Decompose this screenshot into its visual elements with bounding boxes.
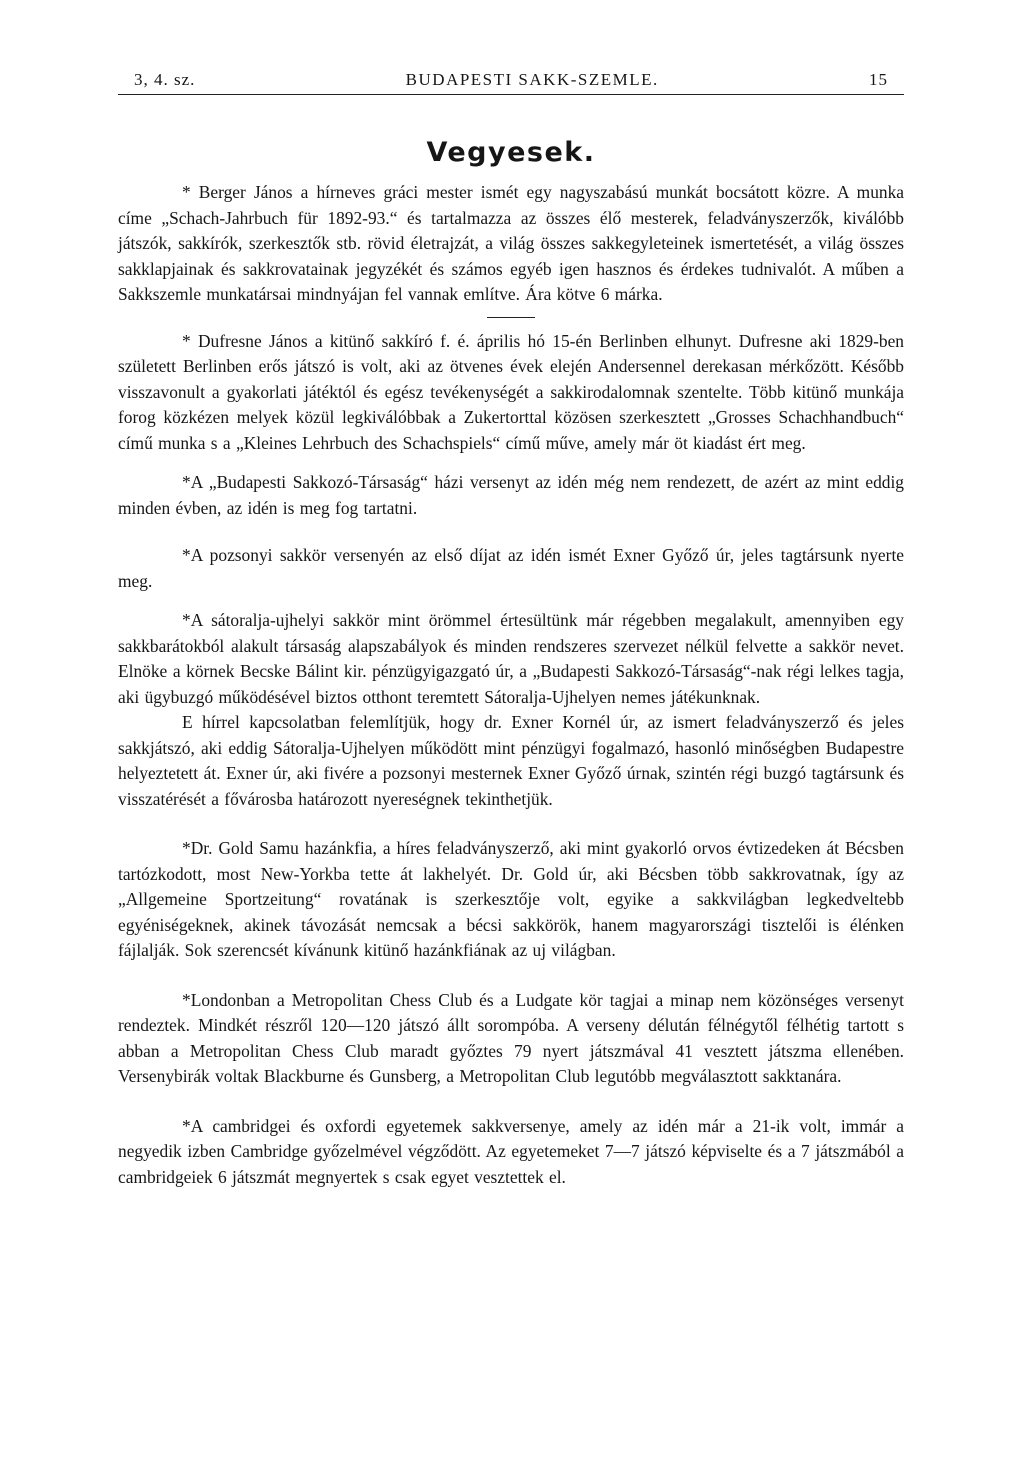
paragraph-budapest-tournament: *A „Budapesti Sakkozó-Társaság“ házi versenyt az idén még nem rendezett, de azért az mint eddig minden évben, az idén is meg fog tartatni.: [118, 472, 904, 518]
separator-rule: [487, 317, 535, 318]
paragraph-exner: E hírrel kapcsolatban felemlítjük, hogy dr. Exner Kornél úr, az ismert feladványszerző és jeles sakkjátszó, aki eddig Sátoralja-Ujhelyen működött mint pénzügyi fogalmazó, hasonló minőségben Budapestre helyeztetett át. Exner úr, aki fivére a pozsonyi mesternek Exner Győző úrnak, szintén régi buzgó tagtársunk és visszatérését a fővárosba határozott nyereségnek tekinthetjük.: [118, 712, 904, 809]
paragraph-dufresne: * Dufresne János a kitünő sakkíró f. é. április hó 15-én Berlinben elhunyt. Dufresne aki 1829-ben született Berlinben erős játszó is volt, aki az ötvenes évek elején Andersennel derekasan mérkőzött. Később visszavonult a gyakorlati játéktól és egész tevékenységét a sakkirodalomnak szentelte. Több kitünő munkája forog közkézen melyek közül legkiválóbbak a Zukertorttal közösen szerkesztett „Grosses Schachhandbuch“ című munka s a „Kleines Lehrbuch des Schachspiels“ című műve, amely már öt kiadást ért meg.: [118, 330, 904, 453]
journal-title: BUDAPESTI SAKK-SZEMLE.: [405, 70, 659, 89]
issue-number: 3, 4. sz.: [134, 70, 196, 89]
paragraph-pozsony: *A pozsonyi sakkör versenyén az első díjat az idén ismét Exner Győző úr, jeles tagtársunk nyerte meg.: [118, 545, 904, 591]
paragraph-cambridge: *A cambridgei és oxfordi egyetemek sakkversenye, amely az idén már a 21-ik volt, immár a negyedik izben Cambridge győzelmével végződött. Az egyetemeket 7—7 játszó képviselte és a 7 játszmából a cambridgeiek 6 játszmát megnyertek s csak egyet vesztettek el.: [118, 1115, 904, 1187]
paragraph-satoralja: *A sátoralja-ujhelyi sakkör mint örömmel értesültünk már régebben megalakult, amennyiben egy sakkbarátokból alakult társaság alapszabályok és minden rendszeres szervezet nélkül felvette a sakkör nevet. Elnöke a körnek Becske Bálint kir. pénzügyigazgató úr, a „Budapesti Sakkozó-Társaság“-nak régi lelkes tagja, aki ügybuzgó működésével biztos otthont teremtett Sátoralja-Ujhelyen nemes játékunknak.: [118, 610, 904, 707]
paragraph-gold: *Dr. Gold Samu hazánkfia, a híres feladványszerző, aki mint gyakorló orvos évtizedeken át Bécsben tartózkodott, most New-Yorkba tette át lakhelyét. Dr. Gold úr, aki Bécsben több sakkrovatnak, így az „Allgemeine Sportzeitung“ rovatának is szerkesztője volt, egyike a sakkvilágban legkedveltebb egyéniségeknek, akinek távozását nemcsak a bécsi sakkörök, hanem magyarországi tisztelői is élénken fájlalják. Sok szerencsét kívánunk kitünő hazánkfiának az uj világban.: [118, 838, 904, 960]
page-number: 15: [868, 70, 888, 89]
paragraph-berger: * Berger János a hírneves gráci mester ismét egy nagyszabású munkát bocsátott közre. A munka címe „Schach-Jahrbuch für 1892-93.“ és tartalmazza az összes élő mesterek, feladványszerzők, kiválóbb játszók, sakkírók, szerkesztők stb. rövid életrajzát, a világ összes sakkegyleteinek ismertetését, a világ összes sakklapjainak és sakkrovatainak jegyzékét és számos egyéb igen hasznos és érdekes tudnivalót. A műben a Sakkszemle munkatársai mindnyájan fel vannak említve. Ára kötve 6 márka.: [118, 182, 904, 304]
running-header: [118, 70, 904, 95]
section-title: Vegyesek.: [426, 137, 596, 168]
paragraph-london: *Londonban a Metropolitan Chess Club és a Ludgate kör tagjai a minap nem közönséges versenyt rendeztek. Mindkét részről 120—120 játszó állt sorompóba. A verseny délután félnégytől félhétig tartott s abban a Metropolitan Chess Club maradt győztes 79 nyert játszmával 41 vesztett játszma ellenében. Versenybirák voltak Blackburne és Gunsberg, a Metropolitan Club legutóbb megválasztott sakktanára.: [118, 989, 904, 1086]
document-page: [118, 70, 904, 1190]
